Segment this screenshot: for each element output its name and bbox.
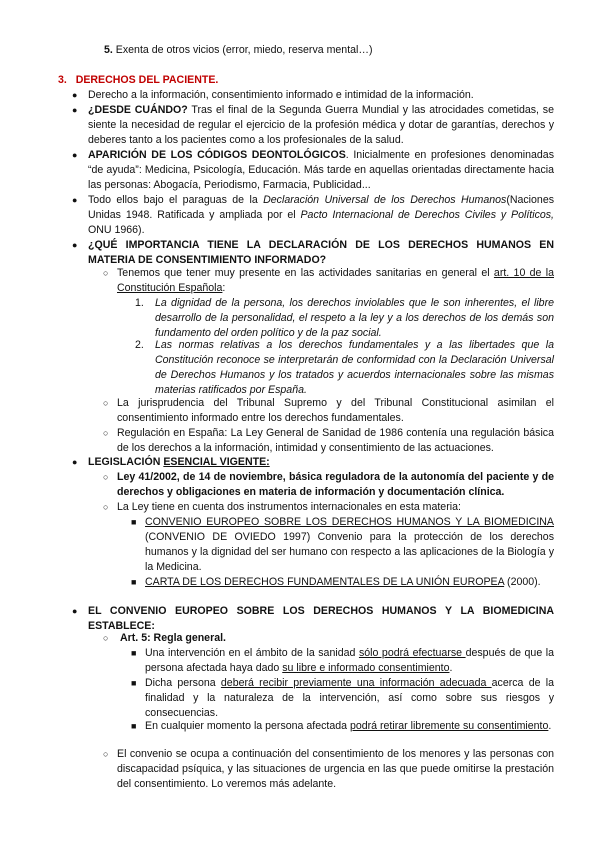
bullet-icon: ● — [72, 240, 78, 250]
article-1-text: La dignidad de la persona, los derechos inviolables que le son inherentes, el libre desarrollo de la personalidad, el respeto a la ley y a los derechos de los demás son fundamento del orden político y de la paz social. — [155, 297, 554, 339]
bullet-icon: ● — [72, 105, 78, 115]
square-bullet-icon: ■ — [131, 648, 137, 658]
square-bullet-icon: ■ — [131, 678, 137, 688]
sub-item-art10: Tenemos que tener muy presente en las actividades sanitarias en general el art. 10 de la Constitución Española: — [117, 267, 554, 294]
bullet-convenio-establece: EL CONVENIO EUROPEO SOBRE LOS DERECHOS HUMANOS Y LA BIOMEDICINA ESTABLECE: — [88, 605, 554, 632]
bullet-declaracion-universal: Todo ellos bajo el paraguas de la Declaración Universal de los Derechos Humanos(Naciones Unidas 1948. Ratificada y ampliada por el Pacto Internacional de Derechos Civiles y Políticos, ONU 1966). — [88, 194, 555, 236]
item-text: Exenta de otros vicios (error, miedo, reserva mental…) — [115, 44, 373, 56]
sub-item-regulacion-espana: Regulación en España: La Ley General de Sanidad de 1986 contenía una regulación básica de los derechos a la información, intimidad y consentimiento de las actuaciones. — [117, 427, 554, 454]
circle-bullet-icon: ○ — [103, 502, 109, 512]
sub-item-retirar: En cualquier momento la persona afectada podrá retirar libremente su consentimiento. — [145, 720, 552, 732]
bullet-icon: ● — [72, 90, 78, 100]
bullet-icon: ● — [72, 195, 78, 205]
article-2-text: Las normas relativas a los derechos fundamentales y a las libertades que la Constitución reconoce se interpretarán de conformidad con la Declaración Universal de Derechos Humanos y los tratados y acuerdos internacionales sobre las mismas materias ratificados por España. — [155, 339, 554, 396]
square-bullet-icon: ■ — [131, 721, 137, 731]
sub-item-carta-ue: CARTA DE LOS DERECHOS FUNDAMENTALES DE LA UNIÓN EUROPEA (2000). — [145, 576, 541, 588]
convenio-link[interactable]: CONVENIO EUROPEO SOBRE LOS DERECHOS HUMANOS Y LA BIOMEDICINA — [145, 516, 554, 528]
circle-bullet-icon: ○ — [103, 268, 109, 278]
section-title: DERECHOS DEL PACIENTE. — [75, 74, 219, 86]
bullet-codigos-deontologicos: APARICIÓN DE LOS CÓDIGOS DEONTOLÓGICOS. Inicialmente en profesiones denominadas “de ayuda”: Medicina, Psicología, Educación. Más tarde en aquellas orientadas directamente hacia las personas: Abogacía, Periodismo, Farmacia, Publicidad... — [88, 149, 554, 191]
sub-item-instrumentos: La Ley tiene en cuenta dos instrumentos internacionales en esta materia: — [117, 501, 461, 513]
art-number: 2. — [135, 339, 144, 351]
sub-item-ley-41-2002: Ley 41/2002, de 14 de noviembre, básica reguladora de la autonomía del paciente y de derechos y obligaciones en materia de información y documentación clínica. — [117, 471, 554, 498]
circle-bullet-icon: ○ — [103, 398, 109, 408]
circle-bullet-icon: ○ — [103, 472, 109, 482]
bullet-derecho-informacion: Derecho a la información, consentimiento informado e intimidad de la información. — [88, 89, 474, 101]
bullet-importancia-declaracion: ¿QUÉ IMPORTANCIA TIENE LA DECLARACIÓN DE LOS DERECHOS HUMANOS EN MATERIA DE CONSENTIMIENTO INFORMADO? — [88, 239, 554, 266]
sub-item-convenio-oviedo: CONVENIO EUROPEO SOBRE LOS DERECHOS HUMANOS Y LA BIOMEDICINA (CONVENIO DE OVIEDO 1997) Convenio para la protección de los derechos humanos y la dignidad del ser humano con respecto a las aplicaciones de la Biología y la Medicina. — [145, 516, 554, 573]
circle-bullet-icon: ○ — [103, 633, 109, 643]
sub-item-menores: El convenio se ocupa a continuación del consentimiento de los menores y las personas con discapacidad psíquica, y las situaciones de urgencia en las que puede omitirse la prestación del consentimiento. Lo veremos más adelante. — [117, 748, 554, 790]
constitucion-link[interactable]: art. 10 de la Constitución Española — [117, 267, 554, 294]
bullet-legislacion: LEGISLACIÓN ESENCIAL VIGENTE: — [88, 456, 270, 468]
square-bullet-icon: ■ — [131, 517, 137, 527]
sub-item-intervencion: Una intervención en el ámbito de la sanidad sólo podrá efectuarse después de que la persona afectada haya dado su libre e informado consentimiento. — [145, 647, 555, 674]
sub-item-informacion: Dicha persona deberá recibir previamente una información adecuada acerca de la finalidad y la naturaleza de la intervención, así como sobre sus riesgos y consecuencias. — [145, 677, 554, 719]
bullet-icon: ● — [72, 150, 78, 160]
sub-item-jurisprudencia: La jurisprudencia del Tribunal Supremo y del Tribunal Constitucional asimilan el consentimiento informado entre los derechos fundamentales. — [117, 397, 554, 424]
section-heading: 3. DERECHOS DEL PACIENTE. — [58, 74, 219, 86]
art-number: 1. — [135, 297, 144, 309]
bullet-desde-cuando: ¿DESDE CUÁNDO? Tras el final de la Segunda Guerra Mundial y las atrocidades cometidas, se siente la necesidad de regular el ejercicio de la profesión médica y dotar de garantías, derechos y deberes tanto a los pacientes como a los profesionales de la salud. — [88, 104, 554, 146]
carta-link[interactable]: CARTA DE LOS DERECHOS FUNDAMENTALES DE LA UNIÓN EUROPEA — [145, 576, 505, 588]
sub-item-art5: Art. 5: Regla general. — [120, 632, 226, 644]
bullet-icon: ● — [72, 457, 78, 467]
list-item-5 — [104, 43, 373, 58]
bullet-icon: ● — [72, 606, 78, 616]
circle-bullet-icon: ○ — [103, 428, 109, 438]
square-bullet-icon: ■ — [131, 577, 137, 587]
circle-bullet-icon: ○ — [103, 749, 109, 759]
item-number: 5. — [104, 44, 113, 56]
